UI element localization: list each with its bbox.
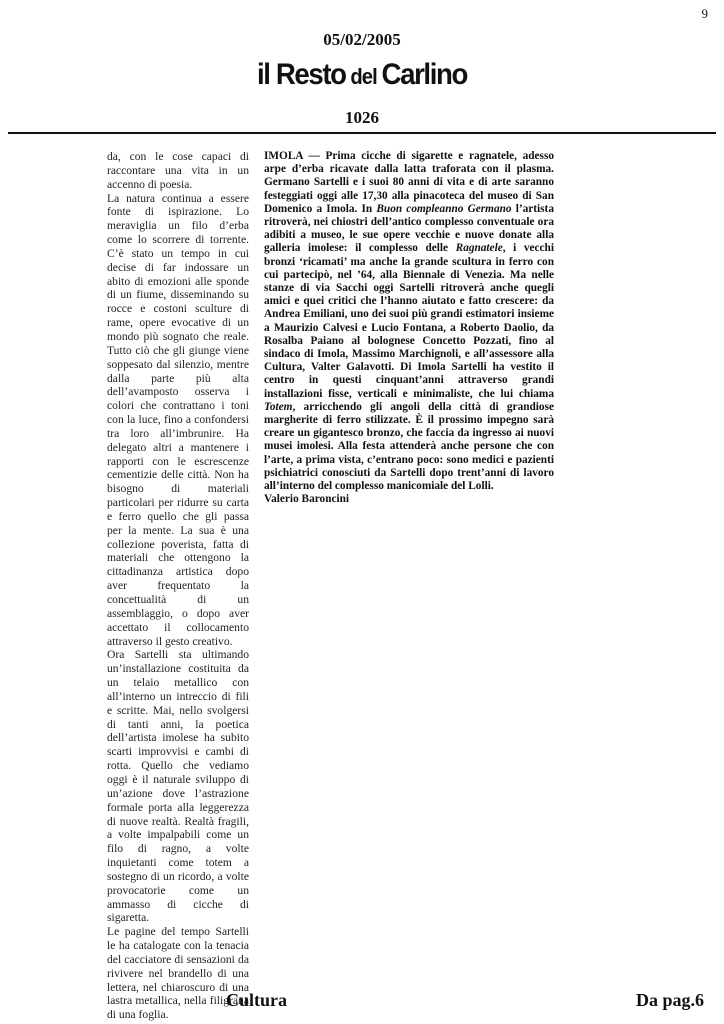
article-text: IMOLA — Prima cicche di sigarette e ragnatele, adesso arpe d’erba ricavate dalla latta traforata con il plasma. Germano Sartelli e i suoi 80 anni di vita e di arte saranno festeggiati oggi alle 17,30 alla pinacoteca del museo di San Domenico a Imola. In [264,150,554,215]
article-italic: Totem [264,400,293,413]
masthead-part-3: Carlino [381,58,467,91]
left-column [107,150,249,1022]
article-italic: Ragnatele [455,242,503,255]
article-text: , i vecchi bronzi ‘ricamati’ ma anche la grande scultura in ferro con cui partecipò, nel ’64, alla Biennale di Venezia. Ma nelle stanze di via Sacchi oggi Sartelli ritroverà anche quegli amici e quei critici che l’hanno aiutato e fatto crescere: da Andrea Emiliani, uno dei suoi più grandi estimatori insieme a Maurizio Calvesi e Lucio Fontana, a Roberto Daolio, da Rosalba Paiano al bolognese Concetto Pozzati, fino al sindaco di Imola, Massimo Marchignoli, e all’assessore alla Cultura, Valter Galavotti. Di Imola Sartelli ha vestito il centro in questi cinquant’anni attraverso grandi installazioni fisse, verticali e minimaliste, che lui chiama [264,242,554,400]
article-body [264,150,554,493]
header-rule [8,132,716,134]
page-number: 9 [701,6,708,21]
left-paragraph: La natura continua a essere fonte di ispirazione. Lo meraviglia un filo d’erba come lo scorrere di torrente. C’è stato un tempo in cui decise di far indossare un abito di emozioni alle sponde di un fiume, disseminando su rocce e costoni sculture di rame, opere evocative di un mondo più sognato che reale. Tutto ciò che gli giunge viene soppesato dal silenzio, mentre dalla parte più alta dell’avamposto osserva i colori che contrattano i toni con la luce, fino a confondersi tra loro all’imbrunire. Ha delegato altri a mantenere i rapporti con le escrescenze cementizie delle città. Non ha bisogno di materiali particolari per ridurre su carta e ferro quello che gli passa per la mente. La sua è una collezione poverista, fatta di materiali che ottengono la cittadinanza artistica dopo aver frequentato la concettualità di un assemblaggio, o dopo aver accettato il collocamento attraverso il gesto creativo. [107,191,249,648]
left-paragraph: da, con le cose capaci di raccontare una vita in un accenno di poesia. [107,150,249,191]
article-text: , arricchendo gli angoli della città di grandiose margherite di ferro stilizzate. È il prossimo impegno sarà creare un gigantesco bronzo, che faccia da ingresso ai nuovi musei imolesi. Alla festa attenderà anche persone che con l’arte, a prima vista, c’entrano poco: sono medici e pazienti psichiatrici conosciuti da Sartelli dopo trent’anni di lavoro all’interno del complesso manicomiale del Lolli. [264,400,554,493]
newspaper-masthead [29,58,695,92]
masthead-part-2: del [345,64,382,89]
footer-section: Cultura [226,990,288,1010]
issue-number: 1026 [345,108,379,127]
byline: Valerio Baroncini [264,493,350,506]
left-paragraph: Ora Sartelli sta ultimando un’installazione costituita da un telaio metallico con all’interno un intreccio di fili e scritte. Mai, nello svolgersi di tanti anni, la poetica dell’artista imolese ha subito scarti improvvisi e cambi di rotta. Quello che vediamo oggi è il naturale sviluppo di un’azione dove l’astrazione formale porta alla leggerezza di nuove realtà. Realtà fragili, a volte impalpabili come un filo di ragno, a volte inquietanti come totem a sostegno di un ricordo, a volte provocatorie come un ammasso di cicche di sigaretta. [107,648,249,925]
right-column [264,150,554,506]
article-italic: Buon compleanno Germano [376,202,512,215]
left-paragraph: Le pagine del tempo Sartelli le ha catalogate con la tenacia del cacciatore di sensazioni da rivivere nel brandello di una lettera, nel chiaroscuro di una lastra metallica, nella filigrana di una foglia. [107,925,249,1022]
header-date: 05/02/2005 [323,30,401,49]
article-text: l’artista ritroverà, nei chiostri dell’antico complesso conventuale ora adibiti a museo, le sue opere vecchie e nuove donate alla galleria imolese: il complesso delle [264,202,554,255]
footer-continued: Da pag.6 [635,990,704,1010]
masthead-part-1: il Resto [257,58,346,91]
